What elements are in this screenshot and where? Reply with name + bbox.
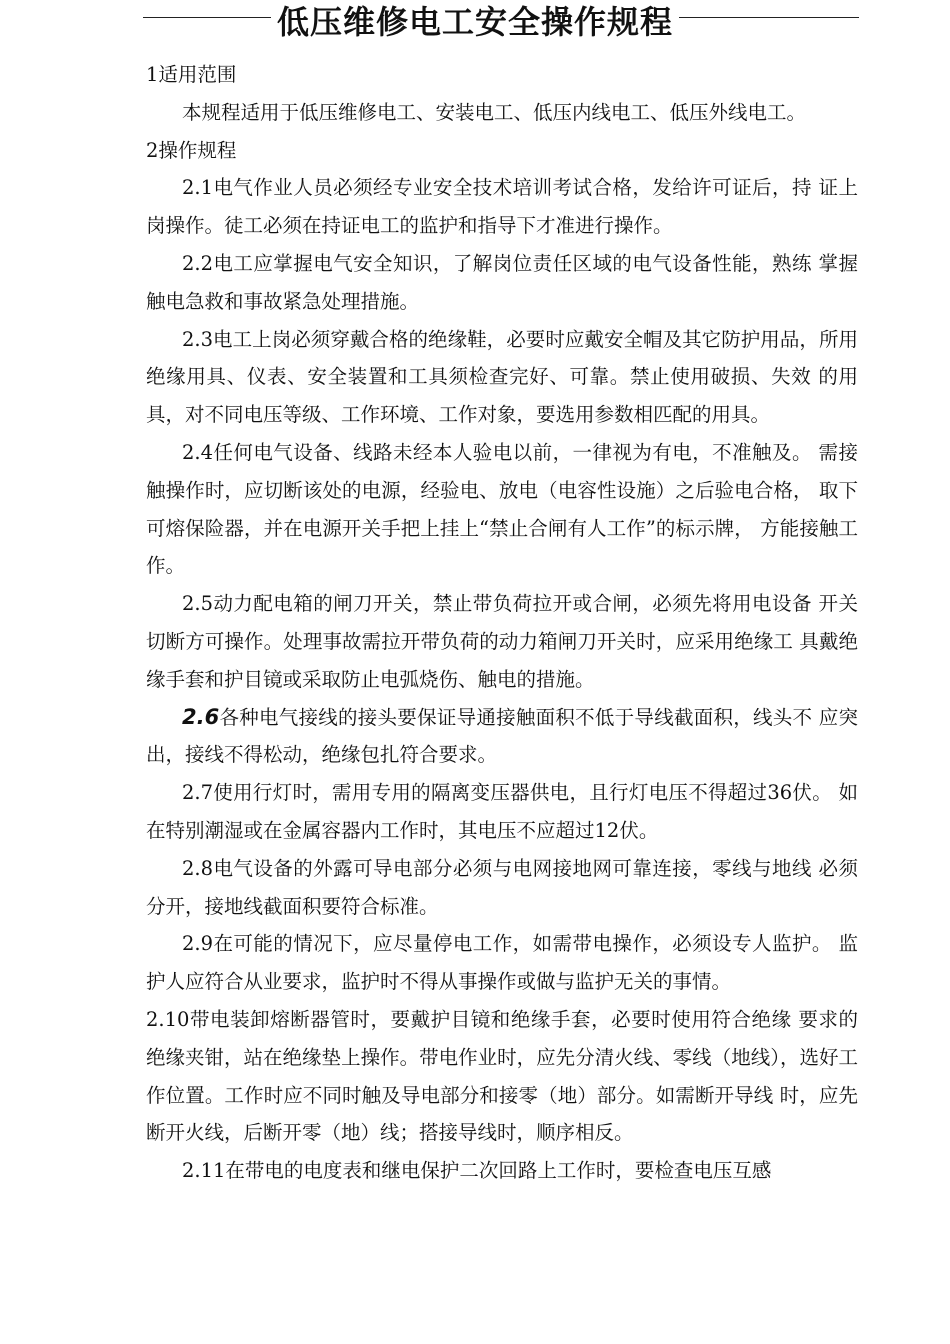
section-heading-scope: 1适用范围 — [146, 63, 237, 86]
document-body — [146, 56, 858, 1190]
clause-text: 电工应掌握电气安全知识，了解岗位责任区域的电气设备性能，熟练 掌握触电急救和事故紧急处理措施。 — [146, 251, 858, 313]
clause-2-3 — [146, 321, 858, 434]
clause-text: 动力配电箱的闸刀开关，禁止带负荷拉开或合闸，必须先将用电设备 开关切断方可操作。处理事故需拉开带负荷的动力箱闸刀开关时，应采用绝缘工 具戴绝缘手套和护目镜或采取防止电弧烧伤、触电的措施。 — [146, 592, 858, 691]
clause-number: 2.7 — [182, 781, 214, 805]
clause-2-11 — [146, 1152, 858, 1190]
clause-number: 2.8 — [182, 856, 214, 880]
clause-number: 2.11 — [182, 1159, 226, 1183]
clause-2-6 — [146, 699, 858, 775]
clause-number: 2.9 — [182, 932, 214, 956]
clause-text: 在带电的电度表和继电保护二次回路上工作时，要检查电压互感 — [225, 1159, 772, 1183]
clause-2-5 — [146, 585, 858, 698]
clause-text: 在可能的情况下，应尽量停电工作，如需带电操作，必须设专人监护。 监护人应符合从业要求，监护时不得从事操作或做与监护无关的事情。 — [146, 932, 858, 994]
paragraph-scope: 本规程适用于低压维修电工、安装电工、低压内线电工、低压外线电工。 — [182, 100, 807, 124]
section-heading-rules: 2操作规程 — [146, 138, 237, 162]
clause-text: 电工上岗必须穿戴合格的绝缘鞋，必要时应戴安全帽及其它防护用品，所用绝缘用具、仪表、安全装置和工具须检查完好、可靠。禁止使用破损、失效 的用具，对不同电压等级、工作环境、工作对象，要选用参数相匹配的用具。 — [146, 327, 858, 427]
clause-2-9 — [146, 925, 858, 1001]
clause-text: 带电装卸熔断器管时，要戴护目镜和绝缘手套，必要时使用符合绝缘 要求的绝缘夹钳，站在绝缘垫上操作。带电作业时，应先分清火线、零线（地线），选好工作位置。工作时应不同时触及导电部分和接零（地）部分。如需断开导线 时，应先断开火线，后断开零（地）线；搭接导线时，顺序相反。 — [146, 1007, 858, 1145]
clause-number: 2.4 — [182, 440, 214, 464]
clause-2-8 — [146, 850, 858, 926]
clause-2-10 — [146, 1001, 858, 1152]
clause-2-7 — [146, 774, 858, 850]
clause-number: 2.6 — [182, 704, 220, 729]
clause-2-2 — [146, 245, 858, 321]
clause-number: 2.10 — [146, 1007, 190, 1031]
clause-2-1 — [146, 169, 858, 245]
clause-number: 2.3 — [182, 327, 214, 351]
clause-number: 2.1 — [182, 176, 214, 200]
document-title: 低压维修电工安全操作规程 — [0, 2, 950, 42]
clause-text: 任何电气设备、线路未经本人验电以前，一律视为有电，不准触及。 需接触操作时，应切断该处的电源，经验电、放电（电容性设施）之后验电合格， 取下可熔保险器，并在电源开关手把上挂上“禁止合闸有人工作”的标示牌， 方能接触工作。 — [146, 440, 858, 578]
clause-text: 电气作业人员必须经专业安全技术培训考试合格，发给许可证后，持 证上岗操作。徒工必须在持证电工的监护和指导下才准进行操作。 — [146, 176, 858, 238]
clause-number: 2.2 — [182, 251, 214, 275]
clause-text: 使用行灯时，需用专用的隔离变压器供电，且行灯电压不得超过36伏。 如在特别潮湿或在金属容器内工作时，其电压不应超过12伏。 — [146, 781, 858, 842]
clause-2-4 — [146, 434, 858, 585]
clause-number: 2.5 — [182, 592, 214, 616]
clause-text: 各种电气接线的接头要保证导通接触面积不低于导线截面积，线头不 应突出，接线不得松动，绝缘包扎符合要求。 — [146, 705, 858, 767]
clause-text: 电气设备的外露可导电部分必须与电网接地网可靠连接，零线与地线 必须分开，接地线截面积要符合标准。 — [146, 856, 858, 918]
